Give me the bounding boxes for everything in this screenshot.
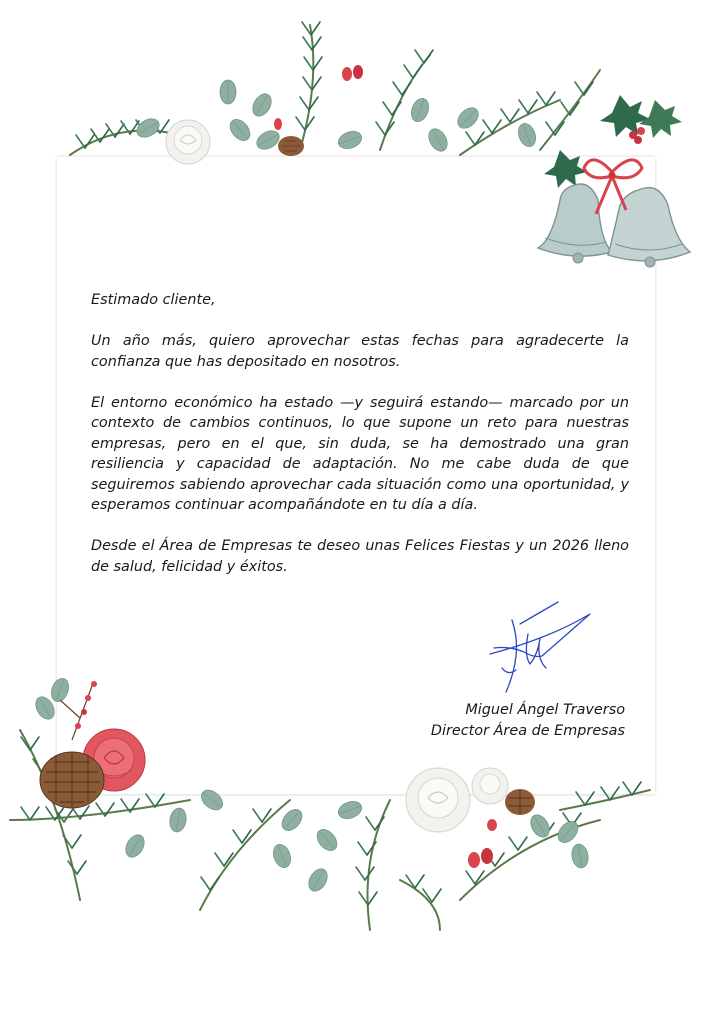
handwritten-signature bbox=[480, 598, 600, 698]
letter-body bbox=[91, 290, 629, 598]
signature-block bbox=[431, 700, 625, 742]
pine-branch-icon bbox=[70, 22, 600, 155]
letter-paragraph: Un año más, quiero aprovechar estas fechas para agradecerte la confianza que has depositado en nosotros. bbox=[91, 333, 629, 370]
signer-title: Director Área de Empresas bbox=[430, 723, 625, 739]
letter-paragraph: El entorno económico ha estado —y seguirá estando— marcado por un contexto de cambios continuos, lo que supone un reto para nuestras empresas, pero en el que, sin duda, se ha demostrado una gran resiliencia y capacidad de adaptación. No me cabe duda de que seguiremos sabiendo aprovechar cada situación como una oportunidad, y esperamos continuar acompañándote en tu día a día. bbox=[91, 394, 629, 513]
letter-greeting: Estimado cliente, bbox=[91, 292, 216, 308]
letter-paragraph: Desde el Área de Empresas te deseo unas Felices Fiestas y un 2026 lleno de salud, felicidad y éxitos. bbox=[91, 538, 629, 575]
top-garland bbox=[70, 22, 600, 164]
red-berries-icon bbox=[274, 65, 363, 130]
eucalyptus-icon bbox=[134, 80, 539, 154]
pinecone-icon bbox=[278, 136, 304, 156]
signer-name: Miguel Ángel Traverso bbox=[465, 702, 625, 718]
